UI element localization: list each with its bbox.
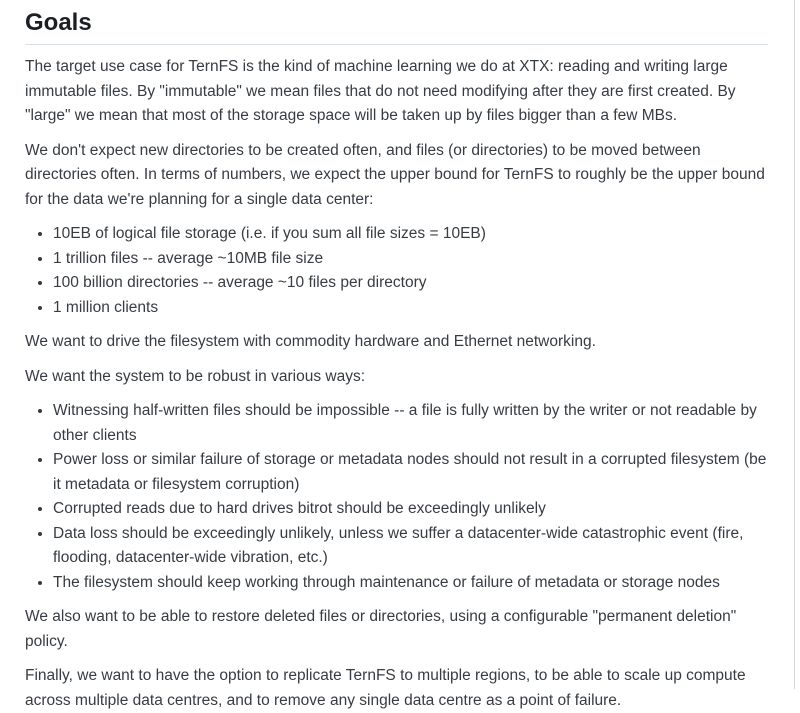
paragraph-expectations: We don't expect new directories to be created often, and files (or directories) to be moved between directories often. In terms of numbers, we expect the upper bound for TernFS to roughly be the upper bound for the data we're planning for a single data center:: [25, 141, 765, 208]
list-item-half-written-files: • Witnessing half-written files should be impossible -- a file is fully written by the writer or not readable by other clients: [53, 399, 768, 448]
scale-bullet-list: [25, 222, 768, 320]
list-item-power-loss: • Power loss or similar failure of storage or metadata nodes should not result in a corrupted filesystem (be it metadata or filesystem corruption): [53, 448, 768, 497]
list-item-million-clients: • 1 million clients: [53, 296, 768, 321]
list-item-billion-directories: • 100 billion directories -- average ~10 files per directory: [53, 271, 768, 296]
paragraph-replication: Finally, we want to have the option to replicate TernFS to multiple regions, to be able to scale up compute across multiple data centres, and to remove any single data centre as a point of failure.: [25, 667, 746, 709]
list-item-trillion-files: • 1 trillion files -- average ~10MB file size: [53, 247, 768, 272]
paragraph-use-case: The target use case for TernFS is the kind of machine learning we do at XTX: reading and writing large immutable files. By "immutable" we mean files that do not need modifying after they are first created. By "large" we mean that most of the storage space will be taken up by files bigger than a few MBs.: [25, 58, 736, 124]
paragraph-permanent-deletion: We also want to be able to restore deleted files or directories, using a configurable "permanent deletion" policy.: [25, 608, 737, 650]
paragraph-robustness-intro: We want the system to be robust in various ways:: [25, 367, 366, 385]
list-item-maintenance: • The filesystem should keep working through maintenance or failure of metadata or storage nodes: [53, 571, 768, 596]
section-heading-goals: Goals: [25, 8, 768, 45]
list-item-bitrot: • Corrupted reads due to hard drives bitrot should be exceedingly unlikely: [53, 497, 768, 522]
list-item-data-loss: • Data loss should be exceedingly unlikely, unless we suffer a datacenter-wide catastrophic event (fire, flooding, datacenter-wide vibration, etc.): [53, 522, 768, 571]
robustness-bullet-list: [25, 399, 768, 595]
list-item-logical-storage: • 10EB of logical file storage (i.e. if you sum all file sizes = 10EB): [53, 222, 768, 247]
content-right-border: [794, 0, 795, 689]
paragraph-commodity-hardware: We want to drive the filesystem with commodity hardware and Ethernet networking.: [25, 333, 596, 350]
